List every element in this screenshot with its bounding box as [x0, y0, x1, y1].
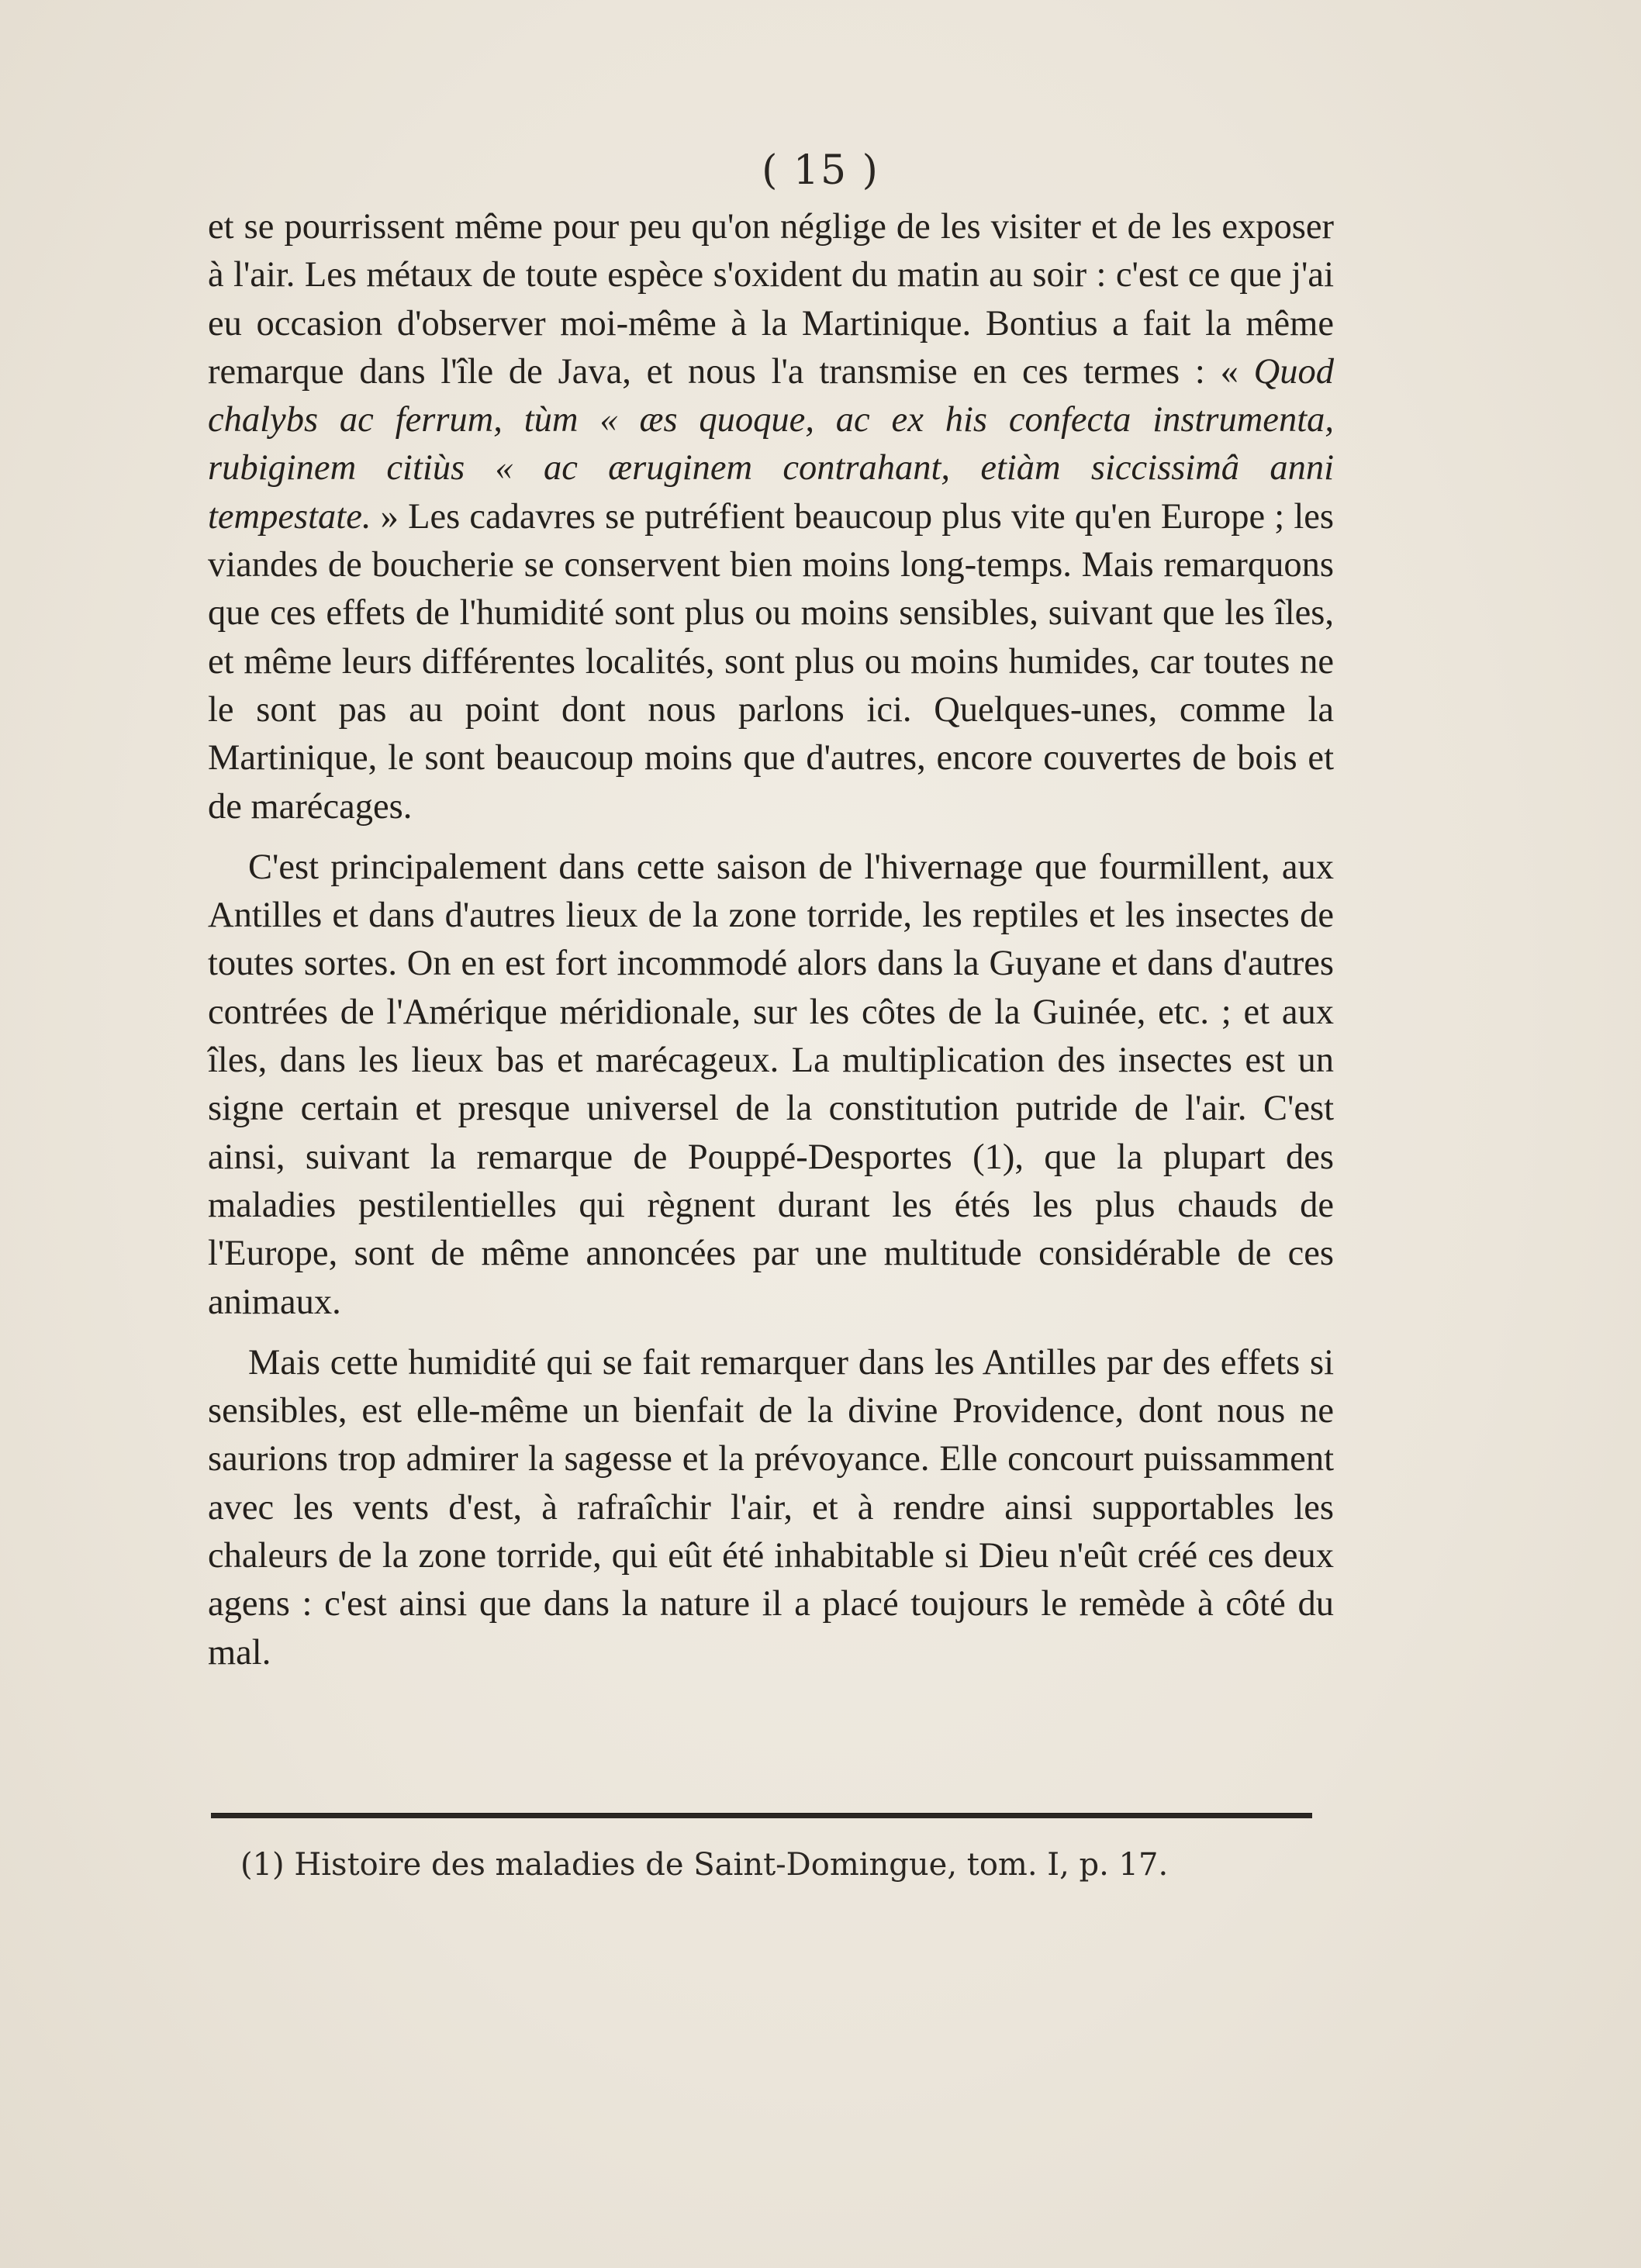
footnote: (1) Histoire des maladies de Saint-Domingue, tom. I, p. 17. [240, 1847, 1169, 1883]
latin-quotation: Quod chalybs ac ferrum, tùm « æs quoque, ac ex his confecta instrumenta, rubiginem citiùs « ac æruginem contrahant, etiàm siccissimâ anni tempestate. [208, 351, 1334, 537]
footnote-separator-rule [211, 1813, 1312, 1818]
paragraph-2: C'est principalement dans cette saison de l'hivernage que fourmillent, aux Antilles et dans d'autres lieux de la zone torride, les reptiles et les insectes de toutes sortes. On en est fort incommodé alors dans la Guyane et dans d'autres contrées de l'Amérique méridionale, sur les côtes de la Guinée, etc. ; et aux îles, dans les lieux bas et marécageux. La multiplication des insectes est un signe certain et presque universel de la constitution putride de l'air. C'est ainsi, suivant la remarque de Pouppé-Desportes (1), que la plupart des maladies pestilentielles qui règnent durant les étés les plus chauds de l'Europe, sont de même annoncées par une multitude considérable de ces animaux. [208, 847, 1334, 1322]
paragraph-1-text-b: » Les cadavres se putréfient beaucoup plus vite qu'en Europe ; les viandes de boucherie se conservent bien moins long-temps. Mais remarquons que ces effets de l'humidité sont plus ou moins sensibles, suivant que les îles, et même leurs différentes localités, sont plus ou moins humides, car toutes ne le sont pas au point dont nous parlons ici. Quelques-unes, comme la Martinique, le sont beaucoup moins que d'autres, encore couvertes de bois et de marécages. [208, 496, 1334, 827]
paragraph-1-text-a: et se pourrissent même pour peu qu'on néglige de les visiter et de les exposer à l'air. Les métaux de toute espèce s'oxident du matin au soir : c'est ce que j'ai eu occasion d'observer moi-même à la Martinique. Bontius a fait la même remarque dans l'île de Java, et nous l'a transmise en ces termes : « [208, 207, 1334, 392]
page-number: ( 15 ) [762, 147, 879, 194]
paragraph-3: Mais cette humidité qui se fait remarquer dans les Antilles par des effets si sensibles, est elle-même un bienfait de la divine Providence, dont nous ne saurions trop admirer la sagesse et la prévoyance. Elle concourt puissamment avec les vents d'est, à rafraîchir l'air, et à rendre ainsi supportables les chaleurs de la zone torride, qui eût été inhabitable si Dieu n'eût créé ces deux agens : c'est ainsi que dans la nature il a placé toujours le remède à côté du mal. [208, 1342, 1334, 1673]
paragraph-1 [208, 203, 1334, 831]
body-text [208, 203, 1334, 1677]
